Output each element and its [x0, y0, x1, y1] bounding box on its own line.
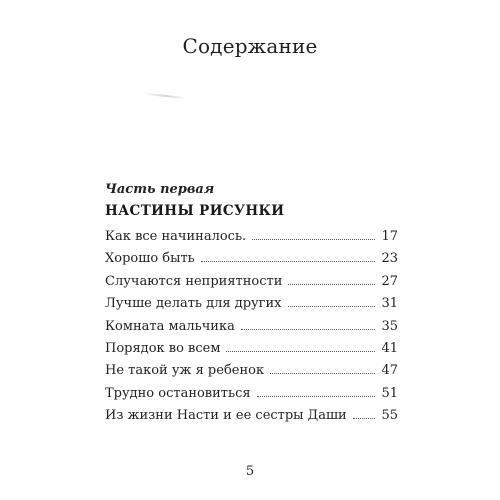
- toc-entry-title: Не такой уж я ребенок: [105, 363, 265, 379]
- toc-entry-title: Как все начиналось.: [105, 229, 247, 244]
- toc-entry-page: 27: [381, 273, 398, 289]
- page-title: Содержание: [182, 34, 318, 58]
- toc-entry-title: Хорошо быть: [105, 251, 195, 267]
- toc-entry-title: Порядок во всем: [105, 340, 221, 356]
- toc-entry-page: 55: [381, 408, 398, 424]
- toc-entry: [105, 386, 398, 408]
- print-smudge: [145, 93, 187, 99]
- toc-entry-title: Комната мальчика: [105, 318, 235, 334]
- toc-entry: [105, 363, 398, 385]
- toc-entry: [105, 274, 398, 296]
- part-label: Часть первая: [105, 182, 215, 197]
- toc-entry-page: 17: [381, 229, 398, 244]
- toc-entry: [105, 251, 398, 273]
- dot-leader: [226, 351, 375, 352]
- page-number: 5: [245, 464, 255, 479]
- dot-leader: [257, 396, 376, 397]
- toc-entry-page: 35: [381, 318, 398, 334]
- dot-leader: [241, 329, 376, 330]
- toc-entry: [105, 408, 398, 430]
- toc-entry: [105, 341, 398, 363]
- toc-entry-page: 51: [381, 385, 398, 401]
- dot-leader: [270, 373, 375, 374]
- toc-entry-page: 41: [381, 340, 398, 356]
- toc-entry-page: 31: [381, 296, 398, 312]
- toc-entry: [105, 319, 398, 341]
- dot-leader: [252, 239, 375, 240]
- toc-entry-page: 23: [381, 251, 398, 267]
- dot-leader: [353, 418, 376, 419]
- dot-leader: [201, 261, 376, 262]
- table-of-contents: [105, 229, 398, 431]
- toc-entry: [105, 296, 398, 318]
- toc-entry-title: Трудно остановиться: [105, 385, 251, 401]
- toc-entry-page: 47: [381, 363, 398, 379]
- toc-entry-title: Из жизни Насти и ее сестры Даши: [105, 408, 347, 424]
- dot-leader: [288, 306, 376, 307]
- part-title: НАСТИНЫ РИСУНКИ: [105, 203, 285, 219]
- toc-entry-title: Случаются неприятности: [105, 273, 283, 289]
- toc-entry-title: Лучше делать для других: [105, 296, 282, 312]
- toc-entry: [105, 229, 398, 251]
- dot-leader: [288, 284, 375, 285]
